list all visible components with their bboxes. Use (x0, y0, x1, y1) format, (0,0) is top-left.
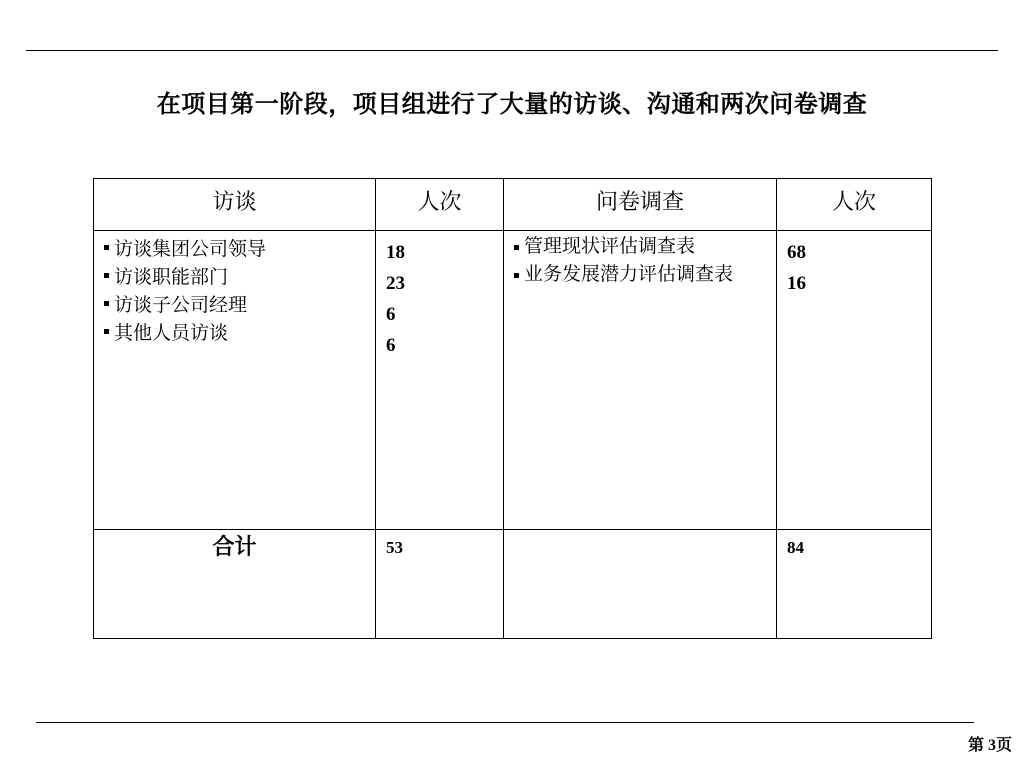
header-interview-count: 人次 (376, 179, 504, 231)
list-item: 其他人员访谈 (104, 319, 375, 347)
interview-list-cell (94, 231, 376, 530)
list-item: 管理现状评估调查表 (514, 235, 776, 258)
page-number: 第 3页 (967, 737, 1012, 754)
interview-list (94, 231, 375, 347)
count-value: 6 (386, 304, 396, 325)
bottom-divider (36, 722, 974, 723)
list-item: 访谈子公司经理 (104, 291, 375, 319)
count-value: 68 (787, 242, 806, 263)
survey-list (504, 231, 776, 286)
interview-count-list (376, 231, 503, 361)
survey-total: 84 (787, 538, 804, 557)
header-survey-count: 人次 (777, 179, 932, 231)
interview-total-cell (376, 530, 504, 639)
list-item: 访谈集团公司领导 (104, 235, 375, 263)
header-surveys: 问卷调查 (504, 179, 777, 231)
list-item: 访谈职能部门 (104, 263, 375, 291)
table-total-row (94, 530, 932, 639)
survey-list-cell (504, 231, 777, 530)
table-row (94, 231, 932, 530)
count-value: 23 (386, 273, 405, 294)
interview-count-cell (376, 231, 504, 530)
survey-total-empty-cell (504, 530, 777, 639)
list-item: 业务发展潜力评估调查表 (514, 263, 776, 286)
top-divider (26, 50, 998, 51)
count-value: 18 (386, 242, 405, 263)
total-label: 合计 (94, 530, 376, 639)
interview-survey-table (93, 178, 932, 639)
survey-total-cell (777, 530, 932, 639)
count-value: 6 (386, 335, 396, 356)
count-value: 16 (787, 273, 806, 294)
header-interviews: 访谈 (94, 179, 376, 231)
interview-total: 53 (386, 538, 403, 557)
table-header-row (94, 179, 932, 231)
survey-count-cell (777, 231, 932, 530)
slide-title: 在项目第一阶段，项目组进行了大量的访谈、沟通和两次问卷调查 (156, 90, 868, 118)
survey-count-list (777, 231, 931, 299)
